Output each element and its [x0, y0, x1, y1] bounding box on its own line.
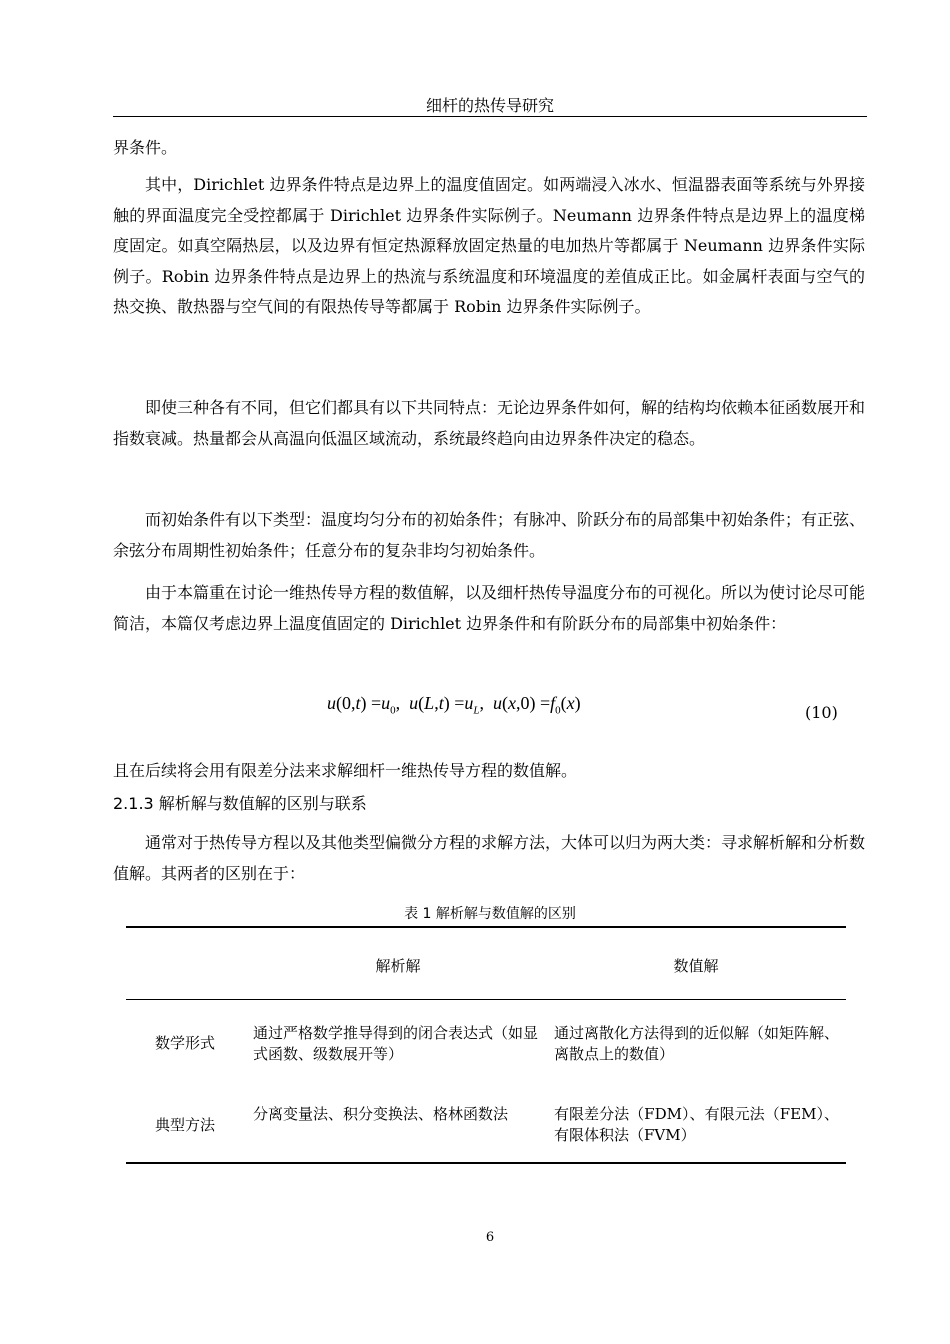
table-row-label: 典型方法	[154, 1116, 215, 1134]
paragraph-boundary-types: 其中，Dirichlet 边界条件特点是边界上的温度值固定。如两端浸入冰水、恒温器表面等系统与外界接触的界面温度完全受控都属于 Dirichlet 边界条件实际例子。Neumann 边界条件特点是边界上的温度梯度固定。如真空隔热层，以及边界有恒定热源释放固定热量的电加热片等都属于 Neumann 边界条件实际例子。Robin 边界条件特点是边界上的热流与系统温度和环境温度的差值成正比。如金属杆表面与空气的热交换、散热器与空气间的有限热传导等都属于 Robin 边界条件实际例子。	[113, 175, 865, 316]
table-header-numeric: 数值解	[673, 957, 719, 975]
section-heading: 2.1.3 解析解与数值解的区别与联系	[113, 794, 367, 813]
table-cell-numeric: 通过离散化方法得到的近似解（如矩阵解、离散点上的数值）	[554, 1024, 840, 1063]
paragraph-common-features: 即使三种各有不同，但它们都具有以下共同特点：无论边界条件如何，解的结构均依赖本征函数展开和指数衰减。热量都会从高温向低温区域流动，系统最终趋向由边界条件决定的稳态。	[113, 398, 866, 448]
page-number: 6	[485, 1230, 495, 1245]
paragraph-continuation: 界条件。	[113, 138, 178, 157]
table-top-rule	[126, 926, 846, 928]
running-header: 细杆的热传导研究	[425, 96, 554, 115]
paragraph-method: 且在后续将会用有限差分法来求解细杆一维热传导方程的数值解。	[113, 761, 578, 780]
table-row-label: 数学形式	[154, 1034, 215, 1052]
table-bottom-rule	[126, 1162, 846, 1164]
paragraph-scope: 由于本篇重在讨论一维热传导方程的数值解，以及细杆热传导温度分布的可视化。所以为使讨论尽可能简洁，本篇仅考虑边界上温度值固定的 Dirichlet 边界条件和有阶跃分布的局部集中初始条件：	[113, 583, 866, 633]
equation-number: (10)	[805, 703, 838, 722]
paragraph-solution-types: 通常对于热传导方程以及其他类型偏微分方程的求解方法，大体可以归为两大类：寻求解析解和分析数值解。其两者的区别在于：	[113, 833, 866, 883]
table-header-rule	[126, 999, 846, 1000]
table-header-analytic: 解析解	[375, 957, 421, 975]
table-cell-analytic: 分离变量法、积分变换法、格林函数法	[253, 1105, 509, 1123]
equation-10: $u(0,t) =u_0$, $u(L,t) =u_L$, $u(x,0) =f_0(x)$	[327, 693, 581, 717]
table-caption: 表 1 解析解与数值解的区别	[404, 906, 576, 922]
table-cell-numeric: 有限差分法（FDM）、有限元法（FEM）、有限体积法（FVM）	[554, 1105, 839, 1144]
table-cell-analytic: 通过严格数学推导得到的闭合表达式（如显式函数、级数展开等）	[253, 1024, 539, 1063]
paragraph-initial-conditions: 而初始条件有以下类型：温度均匀分布的初始条件；有脉冲、阶跃分布的局部集中初始条件；有正弦、余弦分布周期性初始条件；任意分布的复杂非均匀初始条件。	[113, 510, 866, 560]
header-rule	[113, 116, 867, 117]
